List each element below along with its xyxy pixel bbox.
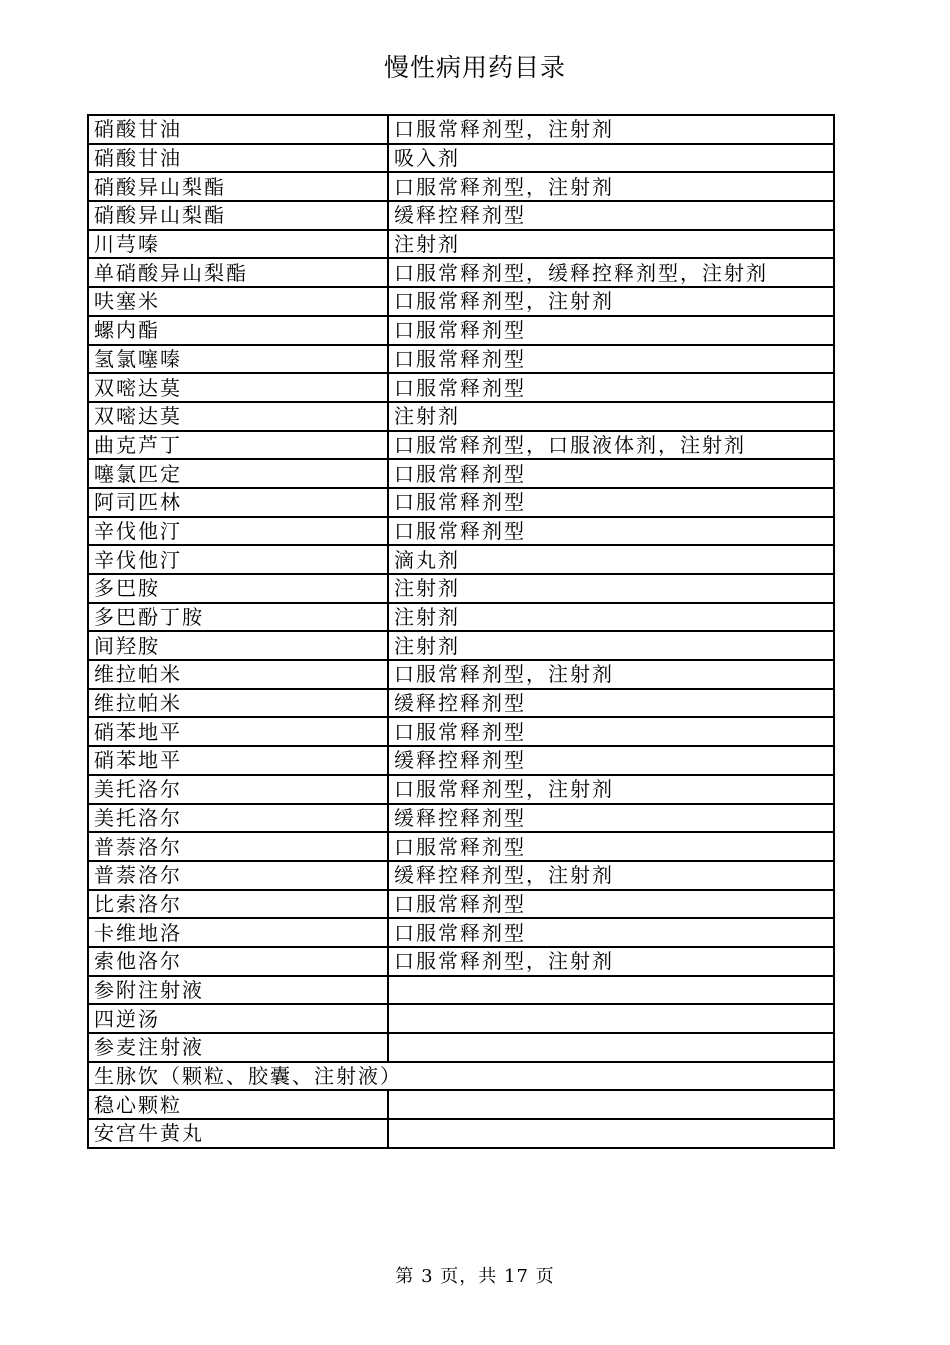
dosage-form-cell: 注射剂: [388, 631, 834, 660]
dosage-form-cell: 口服常释剂型，注射剂: [388, 115, 834, 144]
dosage-form-cell: 口服常释剂型: [388, 890, 834, 919]
dosage-form-cell: 口服常释剂型: [388, 832, 834, 861]
drug-name-cell: 双嘧达莫: [88, 373, 388, 402]
drug-name-cell: 阿司匹林: [88, 488, 388, 517]
drug-name-cell: 曲克芦丁: [88, 431, 388, 460]
dosage-form-cell: 口服常释剂型，注射剂: [388, 660, 834, 689]
dosage-form-cell: 注射剂: [388, 402, 834, 431]
table-row: [88, 345, 834, 374]
table-row: [88, 459, 834, 488]
drug-name-cell: 卡维地洛: [88, 918, 388, 947]
drug-name-cell: 呋塞米: [88, 287, 388, 316]
drug-name-cell: 螺内酯: [88, 316, 388, 345]
table-row: [88, 545, 834, 574]
dosage-form-cell: 缓释控释剂型: [388, 201, 834, 230]
dosage-form-cell: 缓释控释剂型: [388, 746, 834, 775]
table-row: [88, 603, 834, 632]
table-row: [88, 373, 834, 402]
dosage-form-cell: 缓释控释剂型: [388, 804, 834, 833]
table-row: [88, 918, 834, 947]
drug-name-cell: 稳心颗粒: [88, 1090, 388, 1119]
table-row: [88, 172, 834, 201]
table-row: [88, 431, 834, 460]
drug-name-cell: 多巴胺: [88, 574, 388, 603]
table-row: [88, 660, 834, 689]
dosage-form-cell: 缓释控释剂型，注射剂: [388, 861, 834, 890]
drug-name-cell: 比索洛尔: [88, 890, 388, 919]
drug-name-cell: 多巴酚丁胺: [88, 603, 388, 632]
drug-name-cell: 维拉帕米: [88, 660, 388, 689]
dosage-form-cell: 口服常释剂型: [388, 918, 834, 947]
table-row: [88, 689, 834, 718]
drug-name-cell: 美托洛尔: [88, 775, 388, 804]
table-row: [88, 775, 834, 804]
table-row: [88, 890, 834, 919]
table-row: [88, 861, 834, 890]
drug-name-cell: 双嘧达莫: [88, 402, 388, 431]
table-row: [88, 804, 834, 833]
dosage-form-cell: 口服常释剂型: [388, 373, 834, 402]
dosage-form-cell: 口服常释剂型，口服液体剂，注射剂: [388, 431, 834, 460]
drug-name-cell: 生脉饮（颗粒、胶囊、注射液）: [88, 1062, 834, 1091]
table-row: [88, 316, 834, 345]
dosage-form-cell: 口服常释剂型，缓释控释剂型，注射剂: [388, 258, 834, 287]
drug-name-cell: 安宫牛黄丸: [88, 1119, 388, 1148]
table-row: [88, 115, 834, 144]
dosage-form-cell: 口服常释剂型: [388, 488, 834, 517]
drug-table: [87, 114, 835, 1149]
drug-name-cell: 维拉帕米: [88, 689, 388, 718]
dosage-form-cell: 口服常释剂型，注射剂: [388, 947, 834, 976]
page-title: 慢性病用药目录: [383, 53, 566, 82]
table-row: [88, 1004, 834, 1033]
table-row: [88, 631, 834, 660]
dosage-form-cell: [388, 1033, 834, 1062]
table-row: [88, 1062, 834, 1091]
dosage-form-cell: 注射剂: [388, 603, 834, 632]
drug-name-cell: 美托洛尔: [88, 804, 388, 833]
table-row: [88, 1033, 834, 1062]
dosage-form-cell: 口服常释剂型: [388, 717, 834, 746]
table-row: [88, 517, 834, 546]
table-row: [88, 287, 834, 316]
table-row: [88, 258, 834, 287]
drug-name-cell: 索他洛尔: [88, 947, 388, 976]
dosage-form-cell: 缓释控释剂型: [388, 689, 834, 718]
dosage-form-cell: 口服常释剂型: [388, 316, 834, 345]
drug-name-cell: 间羟胺: [88, 631, 388, 660]
drug-name-cell: 参附注射液: [88, 976, 388, 1005]
dosage-form-cell: [388, 976, 834, 1005]
drug-name-cell: 噻氯匹定: [88, 459, 388, 488]
dosage-form-cell: [388, 1119, 834, 1148]
table-row: [88, 832, 834, 861]
dosage-form-cell: 滴丸剂: [388, 545, 834, 574]
drug-name-cell: 参麦注射液: [88, 1033, 388, 1062]
drug-name-cell: 硝苯地平: [88, 717, 388, 746]
dosage-form-cell: 注射剂: [388, 230, 834, 259]
dosage-form-cell: [388, 1090, 834, 1119]
table-row: [88, 1090, 834, 1119]
table-row: [88, 488, 834, 517]
table-row: [88, 201, 834, 230]
table-row: [88, 947, 834, 976]
dosage-form-cell: 口服常释剂型: [388, 345, 834, 374]
table-row: [88, 144, 834, 173]
drug-name-cell: 硝酸甘油: [88, 144, 388, 173]
drug-name-cell: 氢氯噻嗪: [88, 345, 388, 374]
page-footer: 第 3 页，共 17 页: [395, 1266, 555, 1287]
table-row: [88, 976, 834, 1005]
drug-table-body: [88, 115, 834, 1148]
dosage-form-cell: 口服常释剂型: [388, 459, 834, 488]
dosage-form-cell: 口服常释剂型，注射剂: [388, 775, 834, 804]
table-row: [88, 574, 834, 603]
drug-name-cell: 普萘洛尔: [88, 832, 388, 861]
dosage-form-cell: 口服常释剂型，注射剂: [388, 287, 834, 316]
drug-name-cell: 硝酸甘油: [88, 115, 388, 144]
drug-name-cell: 硝酸异山梨酯: [88, 172, 388, 201]
table-row: [88, 1119, 834, 1148]
dosage-form-cell: 口服常释剂型: [388, 517, 834, 546]
table-row: [88, 717, 834, 746]
drug-name-cell: 辛伐他汀: [88, 545, 388, 574]
dosage-form-cell: 口服常释剂型，注射剂: [388, 172, 834, 201]
drug-name-cell: 硝酸异山梨酯: [88, 201, 388, 230]
dosage-form-cell: 注射剂: [388, 574, 834, 603]
drug-name-cell: 辛伐他汀: [88, 517, 388, 546]
drug-name-cell: 普萘洛尔: [88, 861, 388, 890]
dosage-form-cell: 吸入剂: [388, 144, 834, 173]
dosage-form-cell: [388, 1004, 834, 1033]
table-row: [88, 402, 834, 431]
table-row: [88, 746, 834, 775]
drug-name-cell: 川芎嗪: [88, 230, 388, 259]
drug-name-cell: 单硝酸异山梨酯: [88, 258, 388, 287]
table-row: [88, 230, 834, 259]
drug-name-cell: 四逆汤: [88, 1004, 388, 1033]
drug-name-cell: 硝苯地平: [88, 746, 388, 775]
